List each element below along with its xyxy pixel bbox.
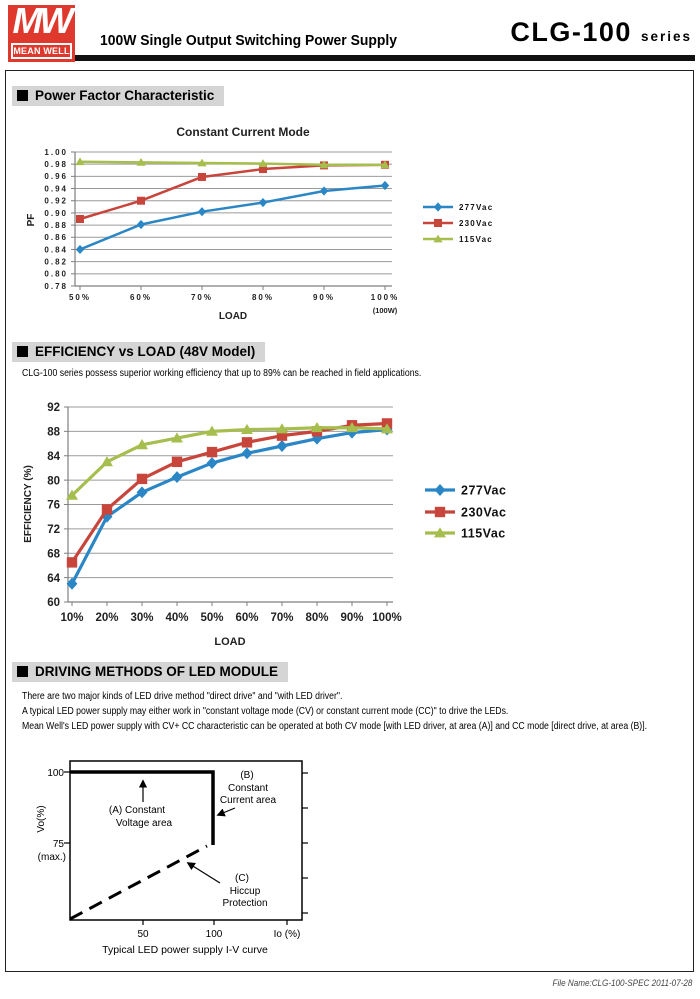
mean-well-logo	[8, 0, 75, 62]
svg-text:75: 75	[52, 839, 64, 850]
svg-text:0.92: 0.92	[44, 196, 68, 206]
svg-text:(100W): (100W)	[372, 306, 398, 315]
legend-230vac	[425, 506, 506, 520]
svg-text:80%: 80%	[251, 293, 275, 302]
svg-text:Voltage area: Voltage area	[115, 818, 173, 829]
logo-mw-icon: MW	[12, 0, 71, 41]
section-bullet-icon	[17, 346, 28, 357]
svg-text:76: 76	[47, 499, 60, 512]
svg-text:90%: 90%	[340, 612, 364, 624]
iv-curve-svg	[20, 755, 350, 955]
svg-text:Io (%): Io (%)	[273, 929, 301, 940]
svg-text:(A) Constant: (A) Constant	[108, 805, 166, 816]
legend-277vac	[425, 484, 506, 498]
svg-text:100: 100	[47, 768, 64, 779]
svg-text:LOAD: LOAD	[214, 636, 246, 648]
product-model: CLG-100	[510, 17, 632, 47]
header-rule	[75, 55, 695, 61]
svg-text:50%: 50%	[68, 293, 92, 302]
svg-text:LOAD: LOAD	[218, 311, 248, 322]
section-heading-label: Power Factor Characteristic	[35, 88, 215, 103]
svg-text:30%: 30%	[130, 612, 154, 624]
svg-text:Protection: Protection	[222, 898, 268, 909]
svg-text:277Vac: 277Vac	[459, 202, 494, 212]
logo-name: MEAN WELL	[11, 43, 72, 59]
efficiency-chart-svg	[20, 390, 540, 660]
svg-text:0.90: 0.90	[44, 208, 68, 218]
page-title: 100W Single Output Switching Power Supply	[100, 33, 397, 49]
svg-text:(C): (C)	[235, 873, 249, 884]
svg-text:0.94: 0.94	[44, 184, 68, 194]
svg-text:40%: 40%	[165, 612, 189, 624]
svg-text:1.00: 1.00	[44, 147, 68, 157]
svg-text:100: 100	[205, 929, 223, 940]
svg-text:60: 60	[47, 597, 60, 610]
svg-text:60%: 60%	[129, 293, 153, 302]
section-heading-power-factor	[12, 86, 224, 106]
svg-text:20%: 20%	[95, 612, 119, 624]
svg-text:115Vac: 115Vac	[459, 234, 493, 244]
svg-text:PF: PF	[26, 213, 37, 227]
svg-text:0.88: 0.88	[44, 220, 68, 230]
footer-filename: File Name:CLG-100-SPEC 2011-07-28	[552, 978, 692, 988]
svg-text:64: 64	[47, 572, 60, 585]
driving-paragraph: There are two major kinds of LED drive method "direct drive" and "with LED driver".	[22, 691, 343, 702]
series-230vac	[76, 161, 389, 223]
svg-text:0.78: 0.78	[44, 281, 68, 291]
svg-text:(max.): (max.)	[37, 852, 66, 863]
series-277vac	[76, 181, 389, 254]
legend-230vac	[423, 219, 493, 228]
svg-text:230Vac: 230Vac	[459, 218, 494, 228]
legend-115vac	[425, 527, 506, 541]
series-115vac	[75, 157, 389, 168]
driving-paragraph: Mean Well's LED power supply with CV+ CC characteristic can be operated at both CV mode [with LED driver, at area (A)] and CC mode [direct drive, at area (B)].	[22, 721, 648, 732]
svg-text:100%: 100%	[370, 293, 400, 302]
svg-text:60%: 60%	[235, 612, 259, 624]
svg-text:88: 88	[47, 426, 60, 439]
section-heading-label: EFFICIENCY vs LOAD (48V Model)	[35, 344, 256, 359]
svg-text:0.86: 0.86	[44, 233, 68, 243]
svg-text:50: 50	[137, 929, 149, 940]
product-name	[510, 17, 692, 48]
pf-chart-svg	[20, 120, 520, 335]
product-series-label: series	[640, 29, 692, 44]
driving-paragraph: A typical LED power supply may either work in "constant voltage mode (CV) or constant current mode (CC)" to drive the LEDs.	[22, 706, 509, 717]
series-230vac	[67, 418, 392, 567]
svg-text:0.96: 0.96	[44, 172, 68, 182]
svg-text:115Vac: 115Vac	[461, 526, 506, 541]
svg-text:80: 80	[47, 475, 60, 488]
svg-text:72: 72	[47, 524, 60, 537]
section-heading-efficiency	[12, 342, 265, 362]
section-bullet-icon	[17, 90, 28, 101]
svg-text:Constant Current Mode: Constant Current Mode	[176, 125, 310, 139]
svg-text:277Vac: 277Vac	[461, 483, 507, 498]
svg-text:100%: 100%	[372, 612, 402, 624]
svg-text:90%: 90%	[312, 293, 336, 302]
svg-text:0.84: 0.84	[44, 245, 68, 255]
svg-text:Vo(%): Vo(%)	[36, 805, 47, 833]
section-heading-driving-methods	[12, 662, 288, 682]
svg-text:0.98: 0.98	[44, 160, 68, 170]
svg-text:Constant: Constant	[227, 783, 269, 794]
svg-text:(B): (B)	[240, 770, 254, 781]
efficiency-description: CLG-100 series possess superior working efficiency that up to 89% can be reached in field applications.	[22, 368, 422, 379]
svg-text:92: 92	[47, 402, 60, 415]
svg-text:Current area: Current area	[219, 795, 277, 806]
svg-text:80%: 80%	[305, 612, 329, 624]
svg-text:0.80: 0.80	[44, 269, 68, 279]
svg-text:70%: 70%	[190, 293, 214, 302]
svg-text:230Vac: 230Vac	[461, 505, 507, 520]
svg-text:84: 84	[47, 450, 60, 463]
section-heading-label: DRIVING METHODS OF LED MODULE	[35, 664, 278, 679]
svg-text:EFFICIENCY (%): EFFICIENCY (%)	[23, 465, 34, 543]
svg-text:70%: 70%	[270, 612, 294, 624]
section-bullet-icon	[17, 666, 28, 677]
legend-115vac	[423, 235, 493, 244]
svg-text:Hiccup: Hiccup	[229, 886, 261, 897]
svg-text:68: 68	[47, 548, 60, 561]
iv-curve-caption: Typical LED power supply I-V curve	[102, 944, 268, 956]
svg-text:10%: 10%	[60, 612, 84, 624]
svg-text:0.82: 0.82	[44, 257, 68, 267]
legend-277vac	[423, 202, 493, 211]
svg-text:50%: 50%	[200, 612, 224, 624]
